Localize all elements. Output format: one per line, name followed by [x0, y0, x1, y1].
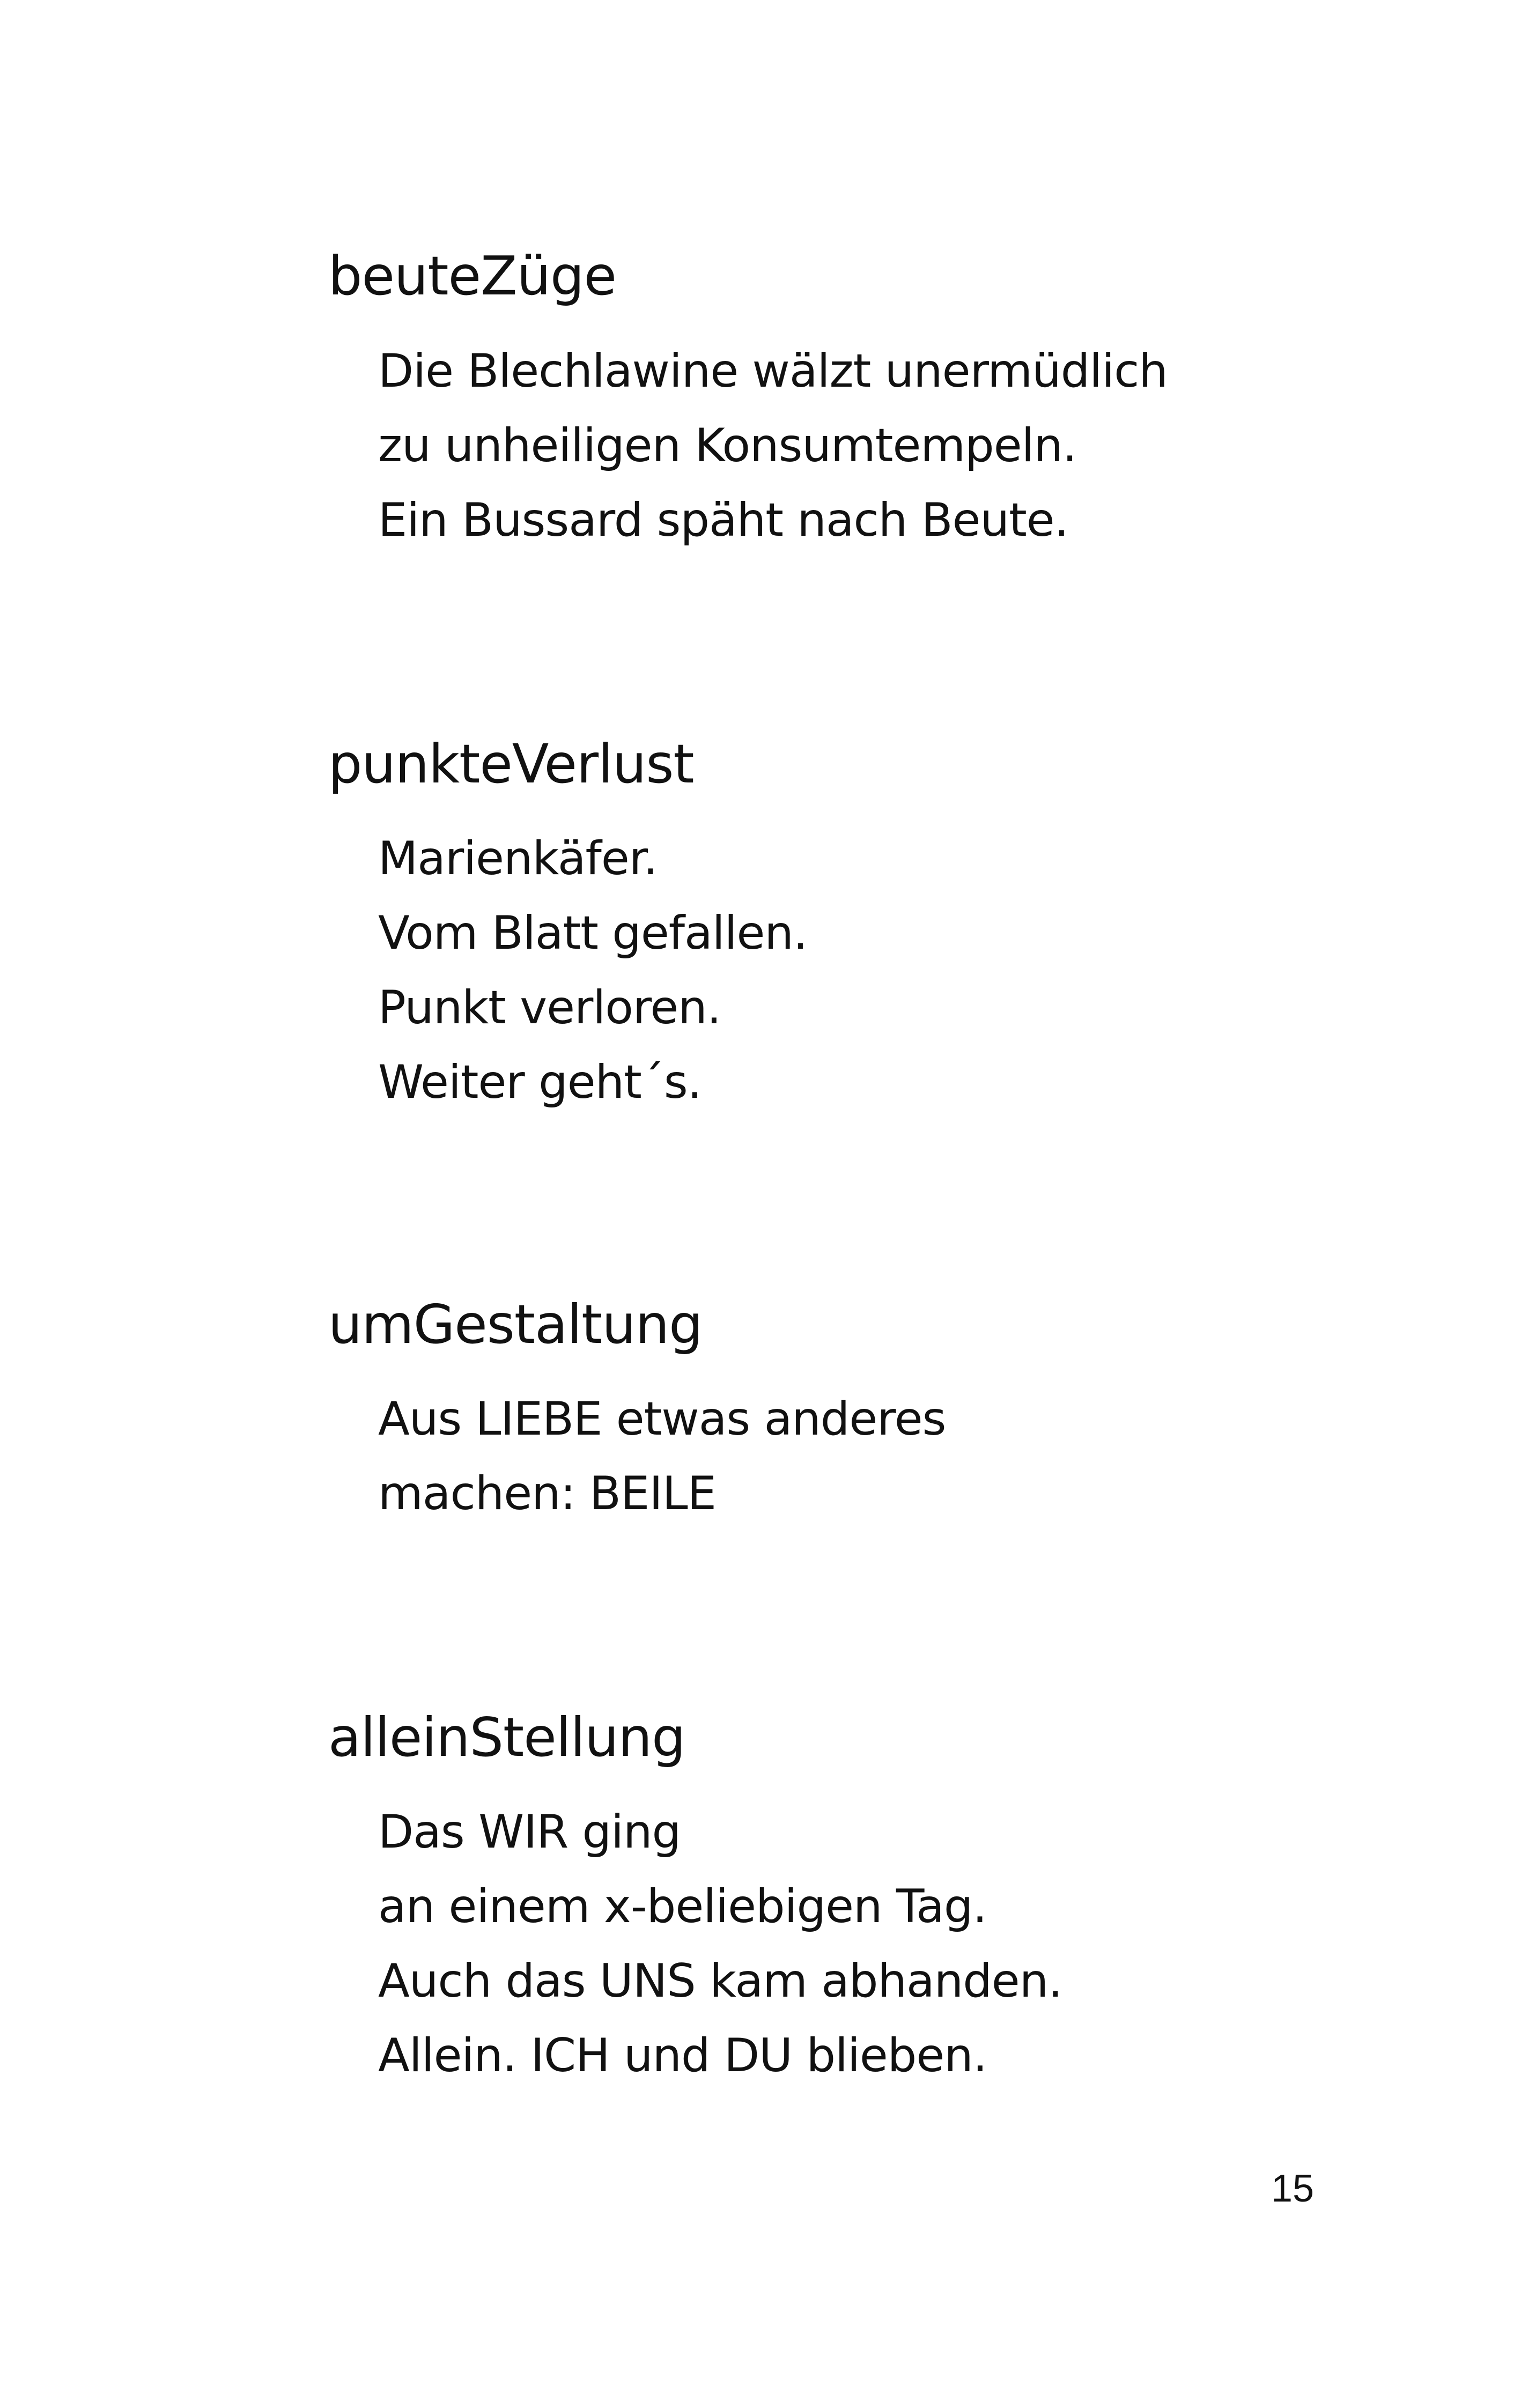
poem-line: machen: BEILE [378, 1467, 716, 1520]
poem-line: Weiter geht´s. [378, 1055, 702, 1109]
poem-body [378, 1795, 1062, 2093]
poem-title: punkteVerlust [328, 733, 694, 795]
poem-line: zu unheiligen Konsumtempeln. [378, 419, 1077, 472]
poem-body [378, 334, 1168, 558]
poem-line: Auch das UNS kam abhanden. [378, 1954, 1062, 2008]
poem-line: Marienkäfer. [378, 832, 658, 885]
page-number: 15 [1271, 2167, 1315, 2210]
poem-line: Aus LIEBE etwas anderes [378, 1392, 946, 1446]
poem-line: Ein Bussard späht nach Beute. [378, 493, 1069, 547]
poem-line: Punkt verloren. [378, 981, 721, 1035]
poem-title: alleinStellung [328, 1706, 685, 1769]
poem-line: Das WIR ging [378, 1805, 681, 1859]
poem-body [378, 822, 807, 1120]
poem-body [378, 1382, 946, 1531]
poem-line: Vom Blatt gefallen. [378, 906, 808, 960]
poem-title: umGestaltung [328, 1293, 703, 1356]
poem-line: an einem x-beliebigen Tag. [378, 1880, 987, 1933]
poem-title: beuteZüge [328, 245, 616, 307]
poem-line: Allein. ICH und DU blieben. [378, 2029, 987, 2082]
poem-line: Die Blechlawine wälzt unermüdlich [378, 344, 1168, 398]
